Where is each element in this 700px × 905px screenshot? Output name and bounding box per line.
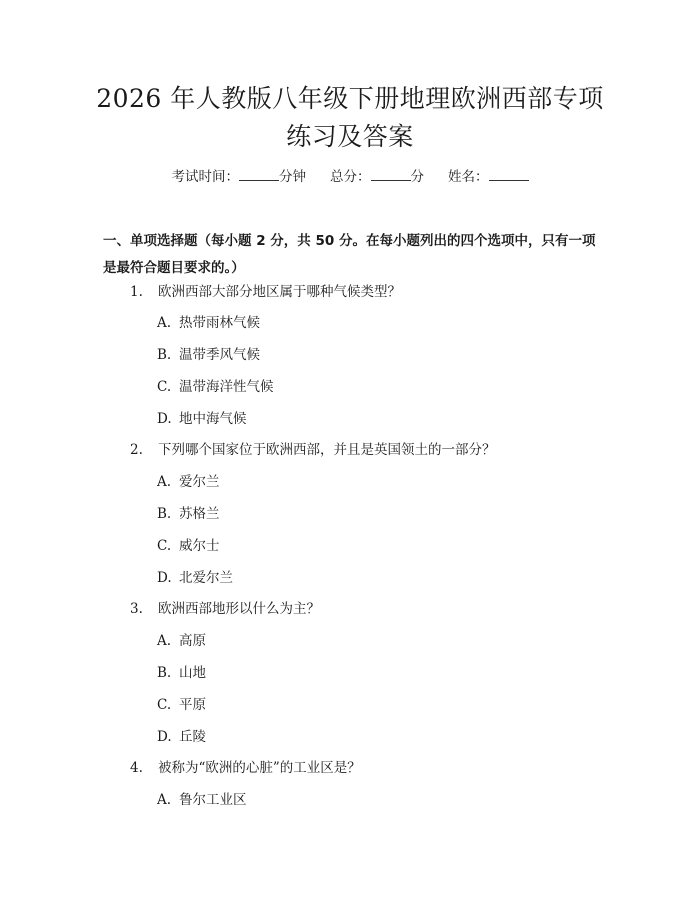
option-text: 高原 — [179, 633, 206, 649]
time-blank — [239, 166, 279, 181]
score-label: 总分： — [330, 169, 371, 185]
option-text: 威尔士 — [179, 538, 220, 554]
option-letter: B. — [157, 506, 172, 522]
option-3d — [157, 726, 206, 748]
option-3a — [157, 630, 206, 652]
option-text: 温带季风气候 — [179, 347, 260, 363]
question-number: 1. — [130, 284, 143, 300]
option-2b — [157, 503, 220, 525]
option-letter: C. — [157, 379, 172, 395]
score-blank — [371, 166, 411, 181]
option-text: 平原 — [179, 697, 206, 713]
option-text: 丘陵 — [179, 729, 206, 745]
option-letter: A. — [157, 792, 172, 808]
option-letter: D. — [157, 570, 172, 586]
option-letter: A. — [157, 315, 172, 331]
question-4 — [130, 757, 361, 779]
question-text: 下列哪个国家位于欧洲西部，并且是英国领土的一部分？ — [158, 442, 496, 458]
question-text: 被称为“欧洲的心脏”的工业区是？ — [158, 760, 361, 776]
option-1a — [157, 312, 260, 334]
option-text: 爱尔兰 — [179, 474, 220, 490]
option-letter: C. — [157, 697, 172, 713]
option-3c — [157, 694, 206, 716]
question-text: 欧洲西部大部分地区属于哪种气候类型？ — [158, 284, 401, 300]
document-title-line2: 练习及答案 — [286, 122, 414, 151]
option-letter: D. — [157, 729, 172, 745]
option-2c — [157, 535, 220, 557]
total-score — [330, 166, 424, 188]
option-letter: B. — [157, 665, 172, 681]
option-text: 温带海洋性气候 — [179, 379, 274, 395]
option-text: 北爱尔兰 — [179, 570, 233, 586]
question-3 — [130, 598, 320, 620]
name-blank — [489, 166, 529, 181]
option-letter: C. — [157, 538, 172, 554]
exam-meta — [0, 166, 700, 188]
option-letter: A. — [157, 474, 172, 490]
question-number: 3. — [130, 601, 143, 617]
time-label: 考试时间： — [171, 169, 239, 185]
section-heading — [103, 228, 613, 282]
option-letter: D. — [157, 411, 172, 427]
document-title: 2026 年人教版八年级下册地理欧洲西部专项 — [96, 84, 604, 113]
option-3b — [157, 662, 206, 684]
option-text: 鲁尔工业区 — [179, 792, 247, 808]
question-1 — [130, 281, 401, 303]
section-heading-line1: 一、单项选择题（每小题 2 分，共 50 分。在每小题列出的四个选项中，只有一项 — [103, 233, 596, 249]
option-text: 苏格兰 — [179, 506, 220, 522]
option-text: 地中海气候 — [179, 411, 247, 427]
question-text: 欧洲西部地形以什么为主？ — [158, 601, 320, 617]
option-1d — [157, 408, 247, 430]
option-2d — [157, 567, 233, 589]
question-number: 4. — [130, 760, 143, 776]
question-2 — [130, 439, 496, 461]
option-1c — [157, 376, 274, 398]
option-1b — [157, 344, 260, 366]
option-text: 山地 — [179, 665, 206, 681]
option-4a — [157, 789, 247, 811]
name-label: 姓名： — [448, 169, 489, 185]
score-unit: 分 — [410, 169, 424, 185]
option-text: 热带雨林气候 — [179, 315, 260, 331]
student-name — [448, 166, 529, 188]
option-letter: A. — [157, 633, 172, 649]
option-2a — [157, 471, 220, 493]
time-unit: 分钟 — [279, 169, 306, 185]
question-number: 2. — [130, 442, 143, 458]
section-heading-line2: 是最符合题目要求的。） — [103, 260, 245, 276]
exam-time — [172, 166, 307, 188]
option-letter: B. — [157, 347, 172, 363]
